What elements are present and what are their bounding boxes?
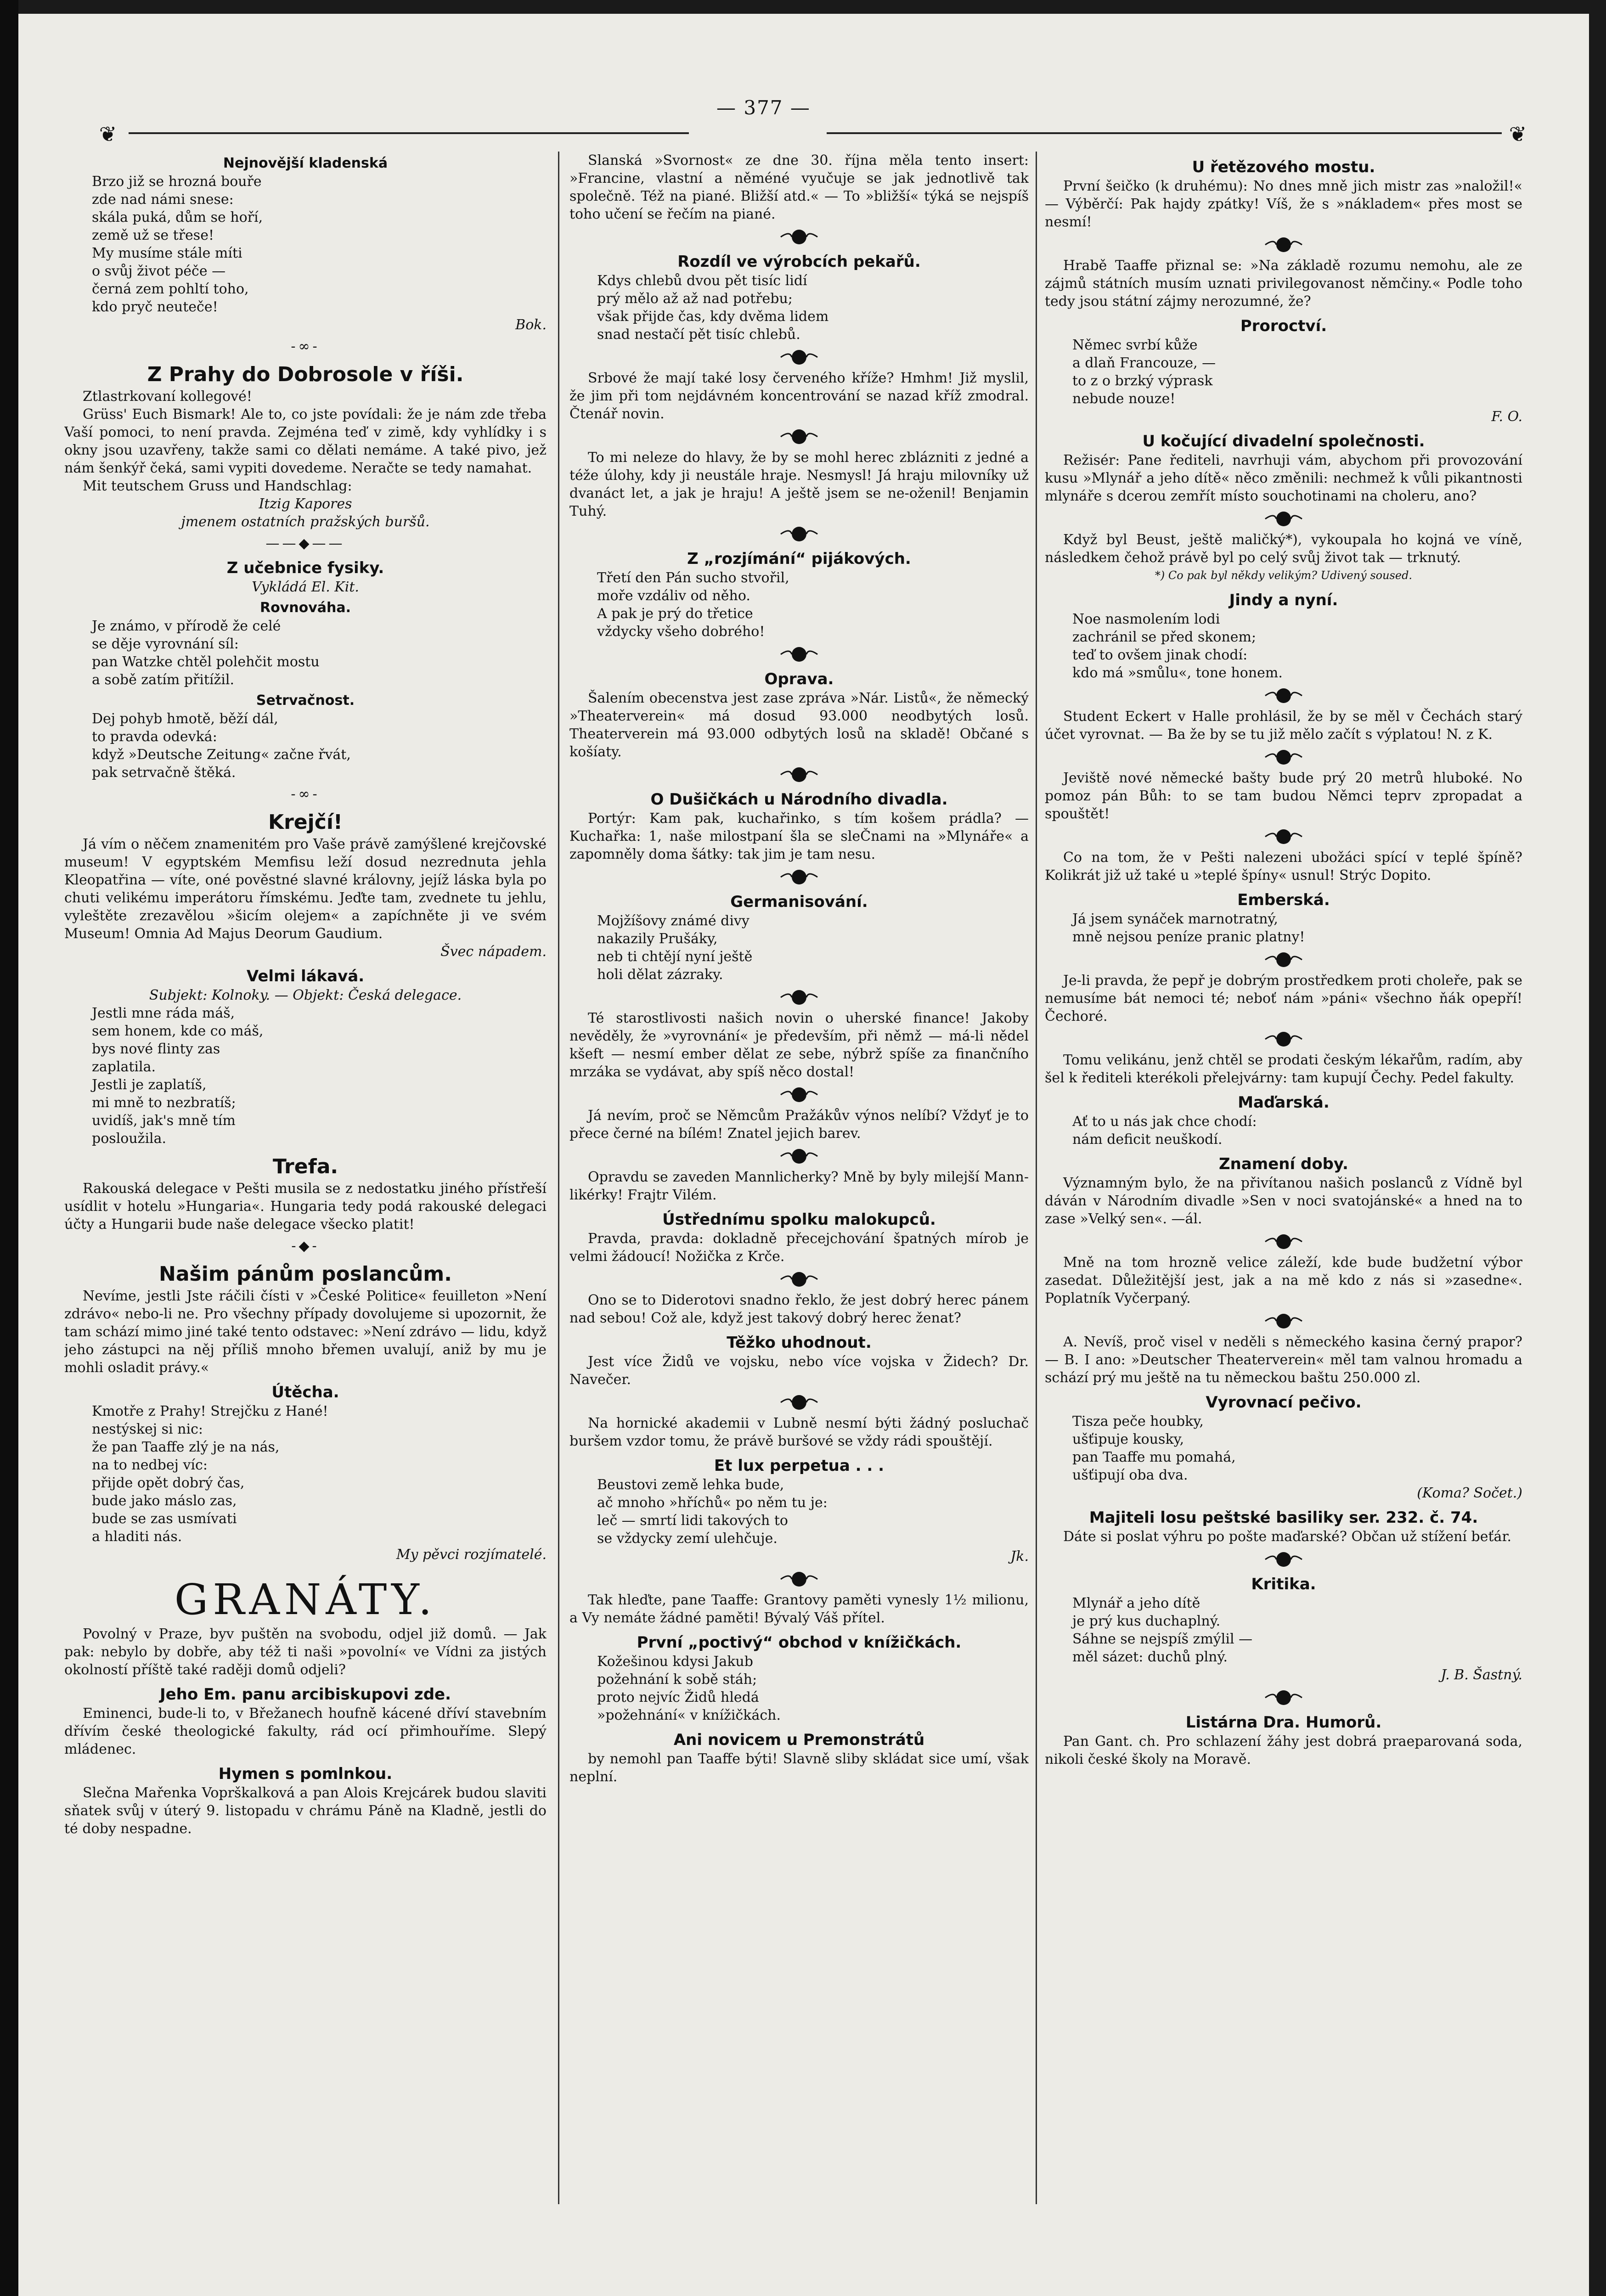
grenade-ornament-icon [1256, 949, 1311, 969]
poem: Němec svrbí kůže a dlaň Francouze, — to z o brzký výprask nebude nouze! [1072, 337, 1216, 407]
separator-ornament: -∞- [291, 786, 320, 802]
paragraph: Dáte si poslat výhru po pošte maďarské? Občan už stížení beťár. [1063, 1529, 1512, 1545]
separator-ornament: -∞- [291, 338, 320, 355]
column-1 [64, 152, 547, 2287]
signature: Bok. [515, 317, 547, 333]
article-title: Nejnovější kladenská [223, 155, 388, 171]
poem: Mojžíšovy známé divy nakazily Prušáky, neb ti chtějí nyní ještě holi dělat zázraky. [597, 913, 753, 983]
paragraph: Té starostlivosti našich novin o uherské finance! Jakoby nevěděly, že »vyrovnání« je především, při němž — má-li nědel kšeft — nesmí ember dělat ze sebe, nýbrž spíše za finančního mrzáka se vydávat, aby spíš něco dostal! [569, 1010, 1029, 1080]
paragraph: Já vím o něčem znamenitém pro Vaše právě zamýšlené krejčovské museum! V egyptském Memfisu leží dosud nezrednuta jehla Kleopatřina — víte, oné pověstné slavné královny, jejíž láska byla po chuti velikému imperátoru římskému. Jeďte tam, zvednete tu jehlu, vyleštěte zrezavělou »šicím olejem« a zapíchněte ji ve svém Museum! Omnia Ad Majus Deorum Gaudium. [64, 836, 547, 942]
poem: Dej pohyb hmotě, běží dál, to pravda odevká: když »Deutsche Zeitung« začne řvát, pak setrvačně štěká. [92, 711, 351, 781]
grenade-ornament-icon [1256, 826, 1311, 846]
article-title: Našim pánům poslancům. [159, 1262, 452, 1286]
article-title: Vyrovnací pečivo. [1206, 1393, 1362, 1412]
poem: Třetí den Pán sucho stvořil, moře vzdáliv od něho. A pak je prý do třetice vždycky všeho dobrého! [597, 570, 789, 640]
poem: Beustovi země lehka bude, ač mnoho »hříchů« po něm tu je: leč — smrtí lidi takových to se vždycky zemí ulehčuje. [597, 1477, 828, 1547]
poem: Já jsem synáček marnotratný, mně nejsou peníze pranic platny! [1072, 911, 1305, 945]
paragraph: Šalením obecenstva jest zase zpráva »Nár. Listů«, že německý »Theaterverein« má dosud 93.000 neodbytých losů. Theaterverein má 93.000 odbytých losů na skladě! Občané s košíaty. [569, 690, 1029, 760]
signature: Švec nápadem. [440, 944, 547, 960]
article-title: Útěcha. [271, 1383, 339, 1401]
grenade-ornament-icon [772, 986, 827, 1007]
signature: J. B. Šastný. [1441, 1667, 1522, 1683]
article-title: Z Prahy do Dobrosole v říši. [147, 363, 464, 386]
article-title: Těžko uhodnout. [727, 1334, 872, 1352]
paragraph: Eminenci, bude-li to, v Břežanech houfně kácené dříví stavebním dřívím české theologické fakulty, rád ocí přimhouříme. Slepý mládenec. [64, 1705, 547, 1757]
paragraph: Nevíme, jestli Jste ráčili čísti v »České Politice« feuilleton »Není zdrávo« nebo-li ne. Pro všechny případy dovolujeme si upozornit, že tam schází mimo jiné také tento odstavec: »Není zdrávo — lidu, když jeho zástupci na něj příliš mnoho břemen uvalují, aniž by mu je mohli osladit právy.« [64, 1288, 547, 1376]
paragraph: Ztlastrkovaní kollegové! [83, 388, 252, 405]
paragraph: Mit teutschem Gruss und Handschlag: [83, 478, 352, 494]
poem: Kožešinou kdysi Jakub požehnání k sobě stáh; proto nejvíc Židů hledá »požehnání« v knížičkách. [597, 1654, 781, 1723]
article-title: Et lux perpetua . . . [714, 1457, 885, 1475]
article-title: U řetězového mostu. [1192, 158, 1375, 176]
article-title: O Dušičkách u Národního divadla. [650, 790, 948, 809]
article-title: Trefa. [272, 1155, 338, 1178]
subtitle: Rovnováha. [259, 600, 351, 616]
grenade-ornament-icon [772, 1145, 827, 1165]
poem: Jestli mne ráda máš, sem honem, kde co máš, bys nové flinty zas zaplatila. Jestli je zaplatíš, mi mně to nezbratíš; uvidíš, jak's mně tím posloužila. [92, 1005, 264, 1147]
article-title: Kritika. [1251, 1575, 1316, 1593]
grenade-ornament-icon [1256, 746, 1311, 766]
grenade-ornament-icon [772, 523, 827, 543]
article-title: Z „rozjímání“ pijákových. [687, 550, 911, 568]
article-title: Maďarská. [1238, 1093, 1330, 1112]
article-title: Jindy a nyní. [1229, 591, 1338, 609]
article-title: Listárna Dra. Humorů. [1185, 1713, 1382, 1732]
poem: Mlynář a jeho dítě je prý kus duchaplný. Sáhne se nejspíš zmýlil — měl sázet: duchů plný. [1072, 1595, 1253, 1665]
poem: Noe nasmolením lodi zachránil se před skonem; teď to ovšem jinak chodí: kdo má »smůlu«, tone honem. [1072, 611, 1283, 681]
top-rule-left [129, 132, 689, 134]
grenade-ornament-icon [1256, 1548, 1311, 1569]
signature: Itzig Kapores [259, 496, 352, 512]
scan-edge [0, 0, 18, 2296]
grenade-ornament-icon [1256, 1231, 1311, 1251]
paragraph: Tak hleďte, pane Taaffe: Grantovy paměti vynesly 1½ milionu, a Vy nemáte žádné paměti! Bývalý Váš přítel. [569, 1592, 1029, 1626]
grenade-ornament-icon [772, 643, 827, 664]
paragraph: Povolný v Praze, byv puštěn na svobodu, odjel již domů. — Jak pak: nebylo by dobře, aby též ti naši »povolní« ve Vídni za jistých okolností příště také raději domů odjeli? [64, 1626, 547, 1678]
article-title: Emberská. [1237, 891, 1330, 909]
paragraph: Režisér: Pane řediteli, navrhuji vám, abychom při provozování kusu »Mlynář a jeho dítě« něco změnili: nechmež k vůli pikantnosti mlynáře s dcerou zemřít místo souchotinami na choleru, ano? [1045, 452, 1522, 504]
grenade-ornament-icon [1256, 1028, 1311, 1048]
article-title: Proroctví. [1240, 317, 1327, 335]
grenade-ornament-icon [1256, 685, 1311, 705]
separator-ornament: ——◆—— [265, 535, 345, 551]
article-title: Z učebnice fysiky. [226, 559, 384, 577]
signature: F. O. [1491, 409, 1522, 425]
paragraph: Mně na tom hrozně velice záleží, kde bude budžetní výbor zasedat. Důležitější jest, jak a na mě kdo z nás si »zasedne«. Poplatník Vyčerpaný. [1045, 1255, 1522, 1306]
signature: My pěvci rozjímatelé. [396, 1547, 547, 1563]
paragraph: Já nevím, proč se Němcům Pražákův výnos nelíbí? Vždyť je to přece černé na bílém! Znatel jejich barev. [569, 1108, 1029, 1142]
column-3 [1045, 152, 1522, 2204]
footnote: *) Co pak byl někdy velikým? Udivený soused. [1155, 569, 1413, 582]
signature-line: jmenem ostatních pražských buršů. [181, 514, 430, 530]
separator-ornament: -◆- [291, 1238, 320, 1254]
paragraph: Co na tom, že v Pešti nalezeni ubožáci spící v teplé špíně? Kolikrát již už také u »teplé špíny« usnul! Strýc Dopito. [1045, 850, 1522, 884]
article-title: Hymen s pomlnkou. [218, 1765, 393, 1783]
poem: Je známo, v přírodě že celé se děje vyrovnání síl: pan Watzke chtěl polehčit mostu a sobě zatím přitížil. [92, 618, 320, 688]
grenade-ornament-icon [772, 346, 827, 366]
grenade-ornament-icon [772, 1391, 827, 1412]
paragraph: by nemohl pan Taaffe býti! Slavně sliby skládat sice umí, však neplní. [569, 1751, 1029, 1785]
paragraph: Na hornické akademii v Lubně nesmí býti žádný posluchač buršem vzdor tomu, že právě buršové se vždy rádi spouštějí. [569, 1415, 1029, 1449]
paragraph: Pravda, pravda: dokladně přecejchování špatných mírob je velmi žádoucí! Nožička z Krče. [569, 1231, 1029, 1265]
byline: Subjekt: Kolnoky. — Objekt: Česká delegace. [149, 987, 462, 1003]
grenade-ornament-icon [772, 764, 827, 784]
article-title: Majiteli losu peštské basiliky ser. 232. č. 74. [1089, 1508, 1478, 1527]
article-title: První „poctivý“ obchod v knížičkách. [637, 1633, 962, 1652]
article-title: Ústřednímu spolku malokupců. [662, 1210, 936, 1229]
subtitle: Setrvačnost. [256, 692, 355, 709]
grenade-ornament-icon [772, 866, 827, 886]
page-number: — 377 — [716, 96, 811, 119]
grenade-ornament-icon [1256, 234, 1311, 254]
column-rule-2 [1036, 152, 1037, 2204]
paragraph: Slečna Mařenka Voprškalková a pan Alois Krejcárek budou slaviti sňatek svůj v úterý 9. listopadu v chrámu Páně na Kladně, jestli do té doby nespadne. [64, 1785, 547, 1837]
paragraph: První šeičko (k druhému): No dnes mně jich mistr zas »naložil!« — Výběrčí: Pak hajdy zpátky! Víš, že s »nákladem« přes most se nesmí! [1045, 178, 1522, 230]
grenade-ornament-icon [1256, 1687, 1311, 1707]
paragraph: Když byl Beust, ještě maličký*), vykoupala ho kojná ve víně, následkem čehož právě byl po celý svůj život tak — trknutý. [1045, 532, 1522, 566]
signature: (Koma? Sočet.) [1417, 1485, 1522, 1501]
paragraph: A. Nevíš, proč visel v neděli s německého kasina černý prapor? — B. I ano: »Deutscher Theaterverein« měl tam valnou hromadu a schází prý mu ještě na tu německou baštu 250.000 zl. [1045, 1334, 1522, 1386]
column-rule-1 [558, 152, 559, 2204]
paragraph: Portýr: Kam pak, kuchařinko, s tím košem prádla? — Kuchařka: 1, naše milostpaní šla se sleČnami na »Mlynáře« a zapomněly doma šátky: tak jim je tam nesu. [569, 810, 1029, 862]
fleuron-icon-right: ❦ [1509, 122, 1527, 146]
paragraph: Tomu velikánu, jenž chtěl se prodati českým lékařům, radím, aby šel k řediteli kterékoli přelejvárny: tam kupují Čechy. Pedel fakulty. [1045, 1052, 1522, 1086]
paragraph: Hrabě Taaffe přiznal se: »Na základě rozumu nemohu, ale ze zájmů státních musím uznati privilegovanost němčiny.« Podle toho tedy jsou státní zájmy nerozumné, že? [1045, 258, 1522, 310]
paragraph: Jest více Židů ve vojsku, nebo více vojska v Židech? Dr. Navečer. [569, 1354, 1029, 1388]
article-title: Oprava. [764, 670, 834, 688]
top-rule-right [827, 132, 1502, 134]
poem: Tisza peče houbky, ušťipuje kousky, pan Taaffe mu pomahá, ušťipují oba dva. [1072, 1413, 1236, 1483]
article-title: Ani novicem u Premonstrátů [673, 1731, 925, 1749]
grenade-ornament-icon [1256, 1310, 1311, 1330]
article-title: Znamení doby. [1219, 1155, 1348, 1173]
article-title: Krejčí! [268, 810, 343, 834]
poem: Kmotře z Prahy! Strejčku z Hané! nestýskej si nic: že pan Taaffe zlý je na nás, na to nedbej víc: přijde opět dobrý čas, bude jako máslo zas, bude se zas usmívati a hladiti nás. [92, 1403, 328, 1545]
signature: Jk. [1010, 1548, 1029, 1564]
article-title: Jeho Em. panu arcibiskupovi zde. [159, 1685, 451, 1704]
article-title: Velmi lákavá. [246, 967, 365, 985]
grenade-ornament-icon [772, 1268, 827, 1289]
grenade-ornament-icon [772, 226, 827, 246]
paragraph: Je-li pravda, že pepř je dobrým prostředkem proti choleře, pak se nemusíme bát nemoci té; neboť nám »páni« všechno ňák opepří! Čechoré. [1045, 973, 1522, 1024]
poem: Brzo již se hrozná bouře zde nad námi snese: skála puká, dům se hoří, země už se třese! My musíme stále míti o svůj život péče — černá zem pohltí toho, kdo pryč neuteče! [92, 174, 263, 315]
paragraph: Rakouská delegace v Pešti musila se z nedostatku jiného přístřeší usídlit v hotelu »Hungaria«. Hungaria tedy podá rakouské delegaci účty a Hungarii bude naše delegace všecko platit! [64, 1181, 547, 1232]
article-title: Germanisování. [730, 893, 868, 911]
byline: Vykládá El. Kit. [252, 579, 359, 595]
grenade-ornament-icon [1256, 508, 1311, 528]
paragraph: Slanská »Svornost« ze dne 30. října měla tento insert: »Francine, vlastní a něméné vyučuje se jak jednotlivě tak společně. Též na piané. Bližší atd.« — To »bližší« týká se nejspíš toho učení se řečím na piané. [569, 152, 1029, 222]
grenade-ornament-icon [772, 1084, 827, 1104]
paragraph: Významným bylo, že na přivítanou našich poslanců z Vídně byl dáván v Národním divadle »Sen v noci svatojánské« a hned na to zase »Velký sen«. —ál. [1045, 1175, 1522, 1227]
section-title-granaty: GRANÁTY. [174, 1575, 437, 1624]
grenade-ornament-icon [772, 1568, 827, 1588]
paragraph: Jeviště nové německé bašty bude prý 20 metrů hluboké. No pomoz pán Bůh: to se tam budou Němci teprv zpropadat a spouštět! [1045, 770, 1522, 822]
article-title: Rozdíl ve výrobcích pekařů. [677, 253, 921, 271]
paragraph: Ono se to Diderotovi snadno řeklo, že jest dobrý herec pánem nad sebou! Což ale, když jest takový dobrý herec ženat? [569, 1292, 1029, 1326]
paragraph: Student Eckert v Halle prohlásil, že by se měl v Čechách starý účet vyrovnat. — Ba že by se tu již mělo začít s výplatou! N. z K. [1045, 709, 1522, 743]
paragraph: Opravdu se zaveden Mannlicherky? Mně by byly milejší Mann-likérky! Frajtr Vilém. [569, 1169, 1029, 1203]
column-2 [569, 152, 1029, 2204]
poem: Kdys chlebů dvou pět tisíc lidí prý mělo až až nad potřebu; však přijde čas, kdy dvěma lidem snad nestačí pět tisíc chlebů. [597, 273, 829, 343]
paragraph: To mi neleze do hlavy, že by se mohl herec zblázniti z jedné a téže úlohy, kdy ji neustále hraje. Nesmysl! Já hraju milovníky už dvanáct let, a jak je hraju! A ještě jsem se ne-oženil! Benjamin Tuhý. [569, 450, 1029, 519]
poem: Ať to u nás jak chce chodí: nám deficit neuškodí. [1072, 1114, 1257, 1148]
fleuron-icon-left: ❦ [99, 122, 117, 146]
grenade-ornament-icon [772, 426, 827, 446]
paragraph: Grüss' Euch Bismark! Ale to, co jste povídali: že je nám zde třeba Vaší pomoci, to není pravda. Zejména teď v zimě, kdy vyhlídky i s okny jsou uzavřeny, takže sami co dělati nemáme. A také pivo, jež nám šenkýř čeká, sami vypiti dovedeme. Neračte se tedy namahat. [64, 406, 547, 476]
paragraph: Srbové že mají také losy červeného kříže? Hmhm! Již myslil, že jim při tom nejdávném koncentrování se nazad kříž zmodral. Čtenář novin. [569, 370, 1029, 422]
paragraph: Pan Gant. ch. Pro schlazení žáhy jest dobrá praeparovaná soda, nikoli české školy na Moravě. [1045, 1733, 1522, 1767]
article-title: U kočující divadelní společnosti. [1142, 432, 1425, 450]
